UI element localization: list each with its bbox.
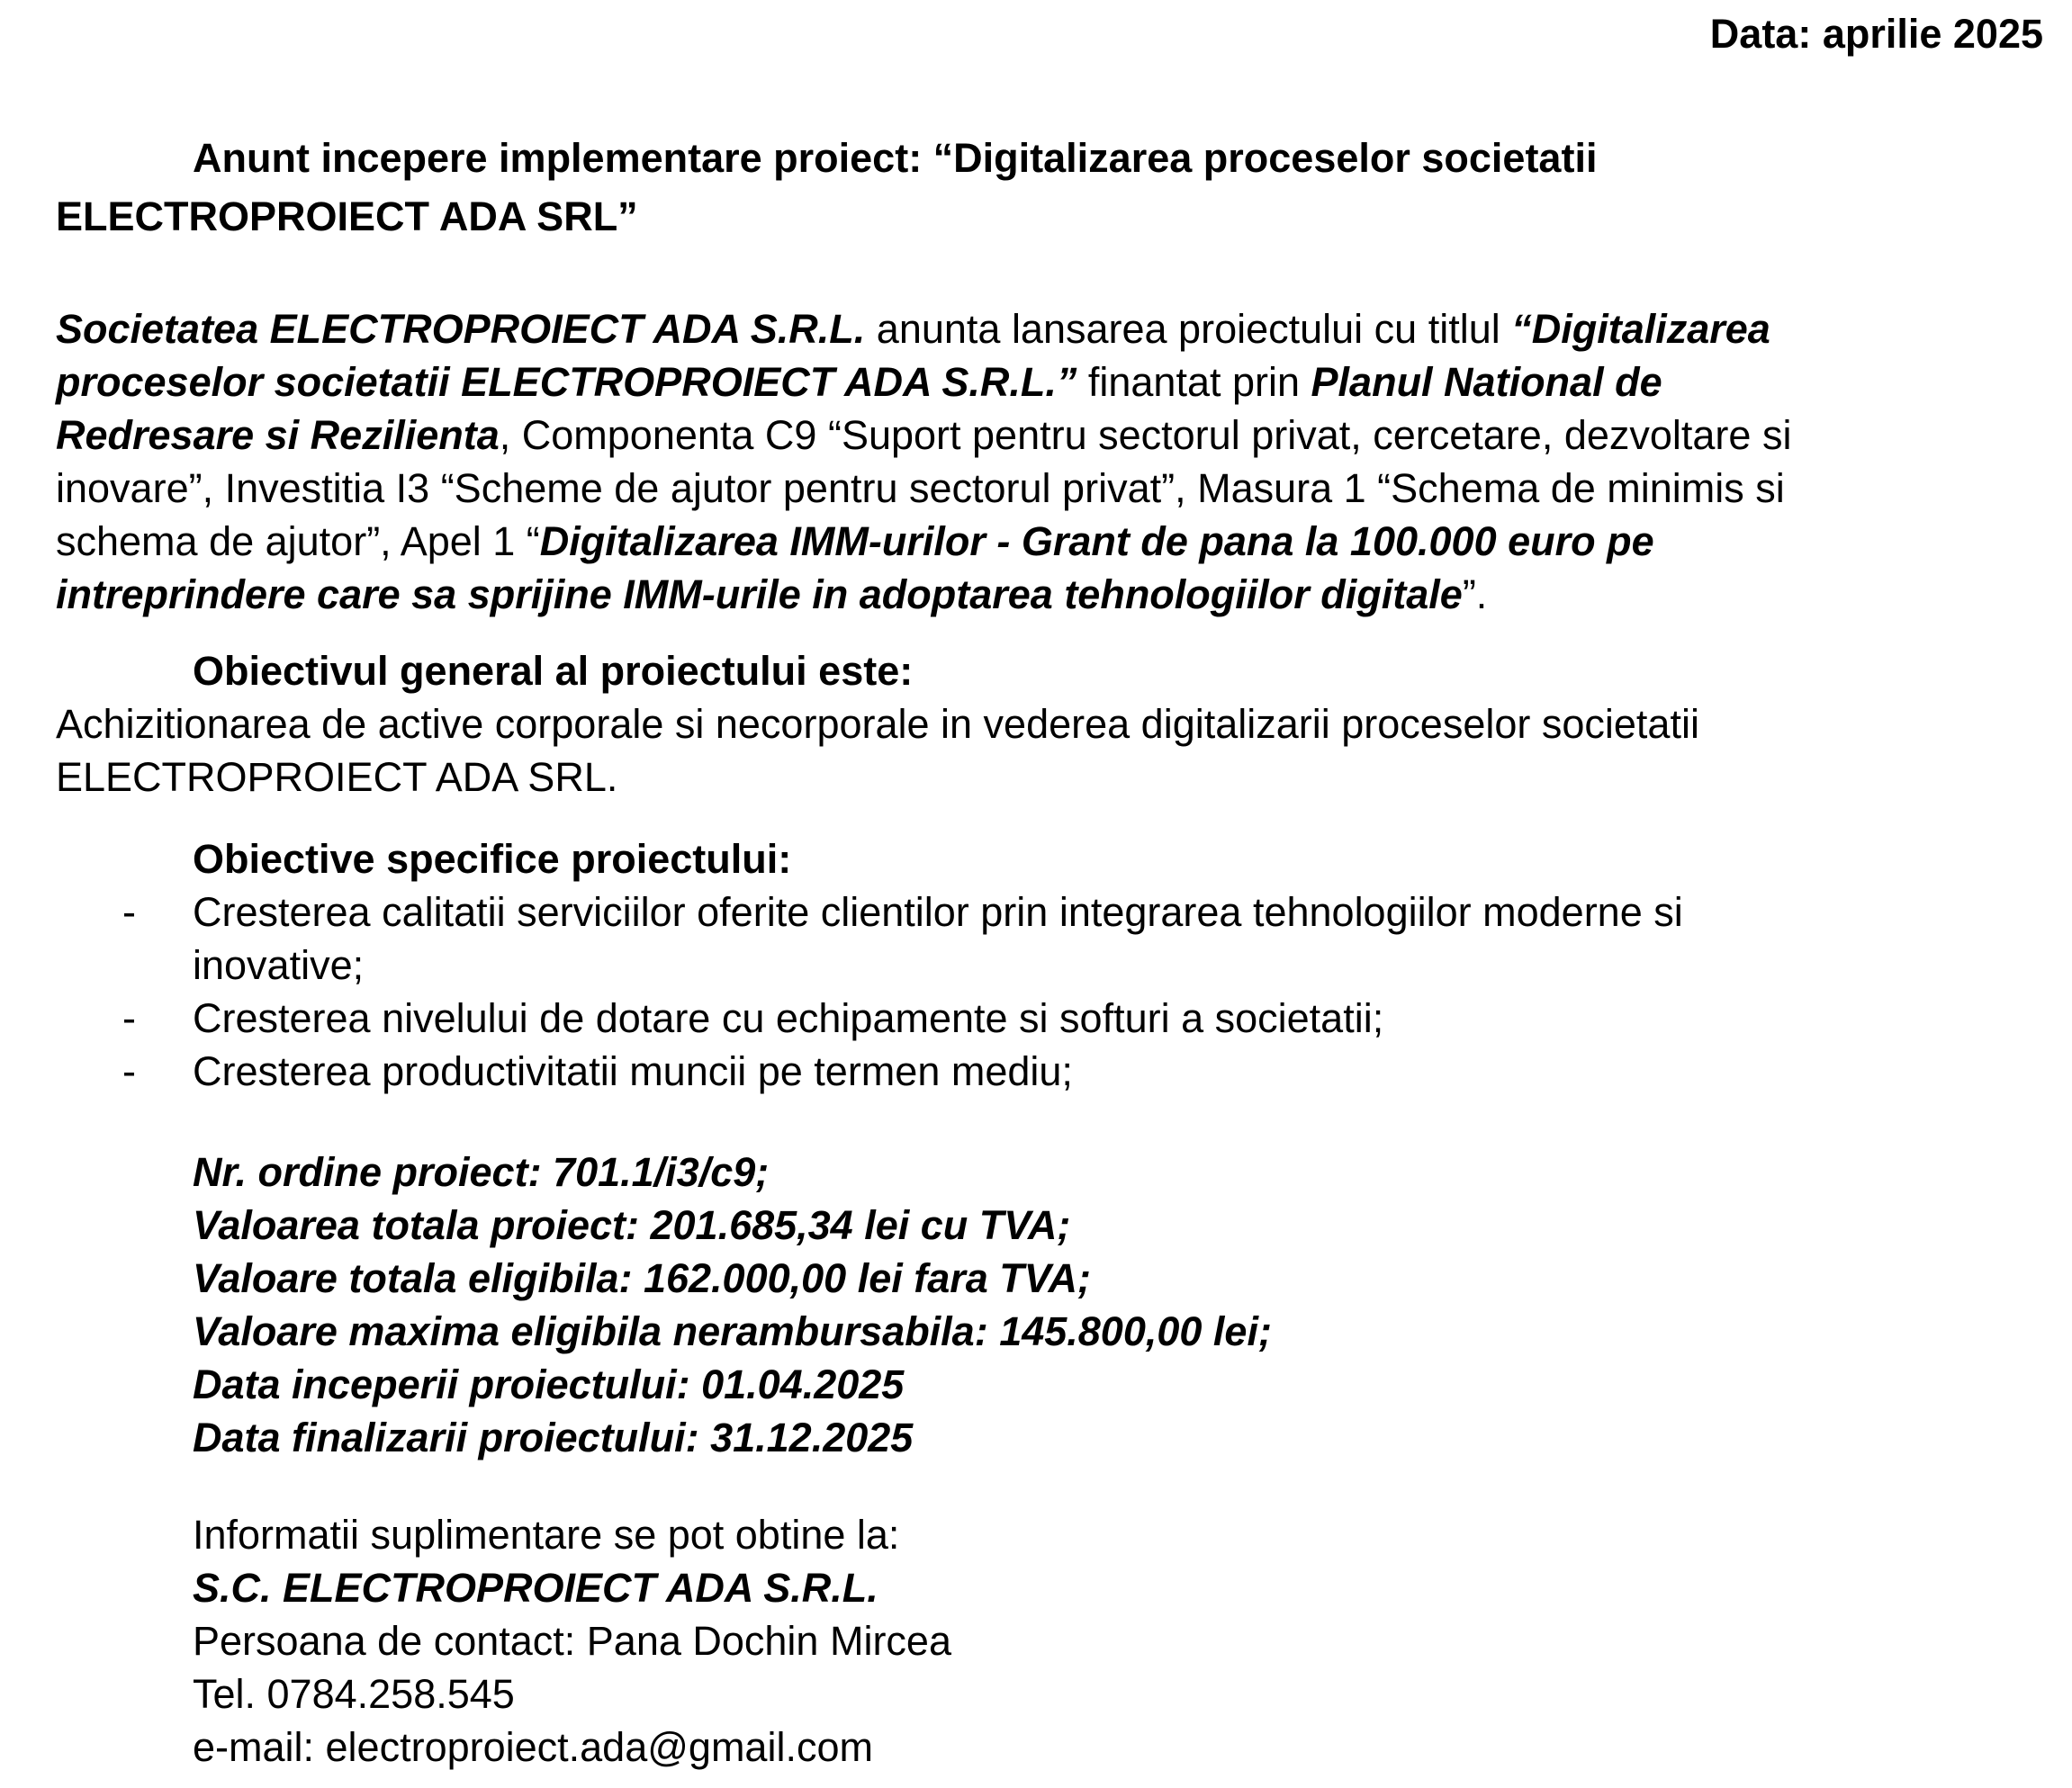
specific-objectives-heading: Obiective specifice proiectului: bbox=[193, 836, 792, 882]
contact-intro: Informatii suplimentare se pot obtine la: bbox=[193, 1512, 900, 1558]
intro-company-name: Societatea ELECTROPROIECT ADA S.R.L. bbox=[56, 306, 866, 352]
intro-line-3 bbox=[56, 409, 2065, 462]
contact-email: e-mail: electroproiect.ada@gmail.com bbox=[193, 1724, 873, 1770]
announcement-date: Data: aprilie 2025 bbox=[1709, 11, 2043, 57]
intro-paragraph bbox=[56, 302, 2065, 621]
intro-call-2: intreprindere care sa sprijine IMM-urile in adoptarea tehnologiilor digitale bbox=[56, 571, 1463, 617]
project-max-nonrefundable: Valoare maxima eligibila nerambursabila: 145.800,00 lei; bbox=[193, 1308, 1272, 1354]
intro-project-title-2: proceselor societatii ELECTROPROIECT ADA S.R.L.” bbox=[56, 359, 1077, 405]
contact-person: Persoana de contact: Pana Dochin Mircea bbox=[193, 1618, 951, 1664]
list-item bbox=[56, 992, 2065, 1045]
intro-line-5 bbox=[56, 515, 2065, 568]
list-dash: - bbox=[122, 889, 136, 935]
intro-project-title-1: “Digitalizarea bbox=[1511, 306, 1770, 352]
intro-program-1: Planul National de bbox=[1311, 359, 1662, 405]
intro-call-1: Digitalizarea IMM-urilor - Grant de pana la 100.000 euro pe bbox=[539, 518, 1654, 564]
intro-line-1 bbox=[56, 302, 2065, 355]
intro-line-6 bbox=[56, 568, 2065, 621]
project-details bbox=[193, 1146, 1993, 1464]
project-total-value: Valoarea totala proiect: 201.685,34 lei cu TVA; bbox=[193, 1202, 1071, 1248]
intro-line-4: inovare”, Investitia I3 “Scheme de ajutor pentru sectorul privat”, Masura 1 “Schema de minimis si bbox=[56, 465, 1785, 511]
list-item-line: Cresterea productivitatii muncii pe termen mediu; bbox=[193, 1048, 1073, 1094]
general-objective-line-2: ELECTROPROIECT ADA SRL. bbox=[56, 754, 618, 800]
general-objective-line-1: Achizitionarea de active corporale si necorporale in vederea digitalizarii proceselor societatii bbox=[56, 701, 1699, 747]
project-end-date: Data finalizarii proiectului: 31.12.2025 bbox=[193, 1415, 914, 1460]
intro-text-6: ”. bbox=[1462, 571, 1488, 617]
specific-objectives-section bbox=[56, 832, 2065, 1098]
contact-section bbox=[193, 1508, 1993, 1774]
contact-company: S.C. ELECTROPROIECT ADA S.R.L. bbox=[193, 1565, 878, 1611]
intro-text-2: finantat prin bbox=[1077, 359, 1311, 405]
specific-objectives-list bbox=[56, 885, 2065, 1098]
intro-text-1: anunta lansarea proiectului cu titlul bbox=[865, 306, 1512, 352]
list-item-line: inovative; bbox=[193, 942, 365, 988]
project-eligible-value: Valoare totala eligibila: 162.000,00 lei fara TVA; bbox=[193, 1255, 1091, 1301]
announcement-title bbox=[56, 129, 2036, 246]
list-dash: - bbox=[122, 995, 136, 1041]
general-objective-section bbox=[56, 644, 2065, 804]
intro-program-2: Redresare si Rezilienta bbox=[56, 412, 500, 458]
list-item bbox=[56, 1045, 2065, 1098]
list-item-line: Cresterea calitatii serviciilor oferite clientilor prin integrarea tehnologiilor moderne si bbox=[193, 889, 1683, 935]
contact-phone: Tel. 0784.258.545 bbox=[193, 1671, 515, 1717]
intro-text-5: schema de ajutor”, Apel 1 “ bbox=[56, 518, 540, 564]
title-line-2: ELECTROPROIECT ADA SRL” bbox=[56, 193, 638, 239]
intro-line-2 bbox=[56, 355, 2065, 409]
project-order-number: Nr. ordine proiect: 701.1/i3/c9; bbox=[193, 1149, 770, 1195]
list-item-line: Cresterea nivelului de dotare cu echipamente si softuri a societatii; bbox=[193, 995, 1384, 1041]
intro-text-3: , Componenta C9 “Suport pentru sectorul privat, cercetare, dezvoltare si bbox=[499, 412, 1792, 458]
project-start-date: Data inceperii proiectului: 01.04.2025 bbox=[193, 1361, 905, 1407]
general-objective-heading: Obiectivul general al proiectului este: bbox=[193, 648, 914, 694]
list-dash: - bbox=[122, 1048, 136, 1094]
list-item bbox=[56, 885, 2065, 992]
title-line-1: Anunt incepere implementare proiect: “Digitalizarea proceselor societatii bbox=[193, 135, 1598, 181]
